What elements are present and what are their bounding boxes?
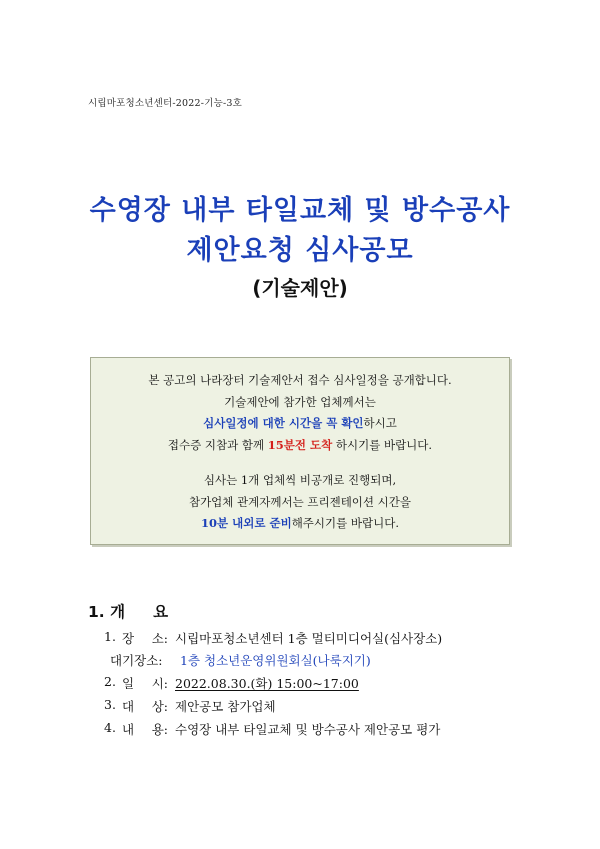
notice-highlight-check: 심사일정에 대한 시간을 꼭 확인	[203, 416, 364, 430]
notice-line-6: 참가업체 관계자께서는 프리젠테이션 시간을	[188, 494, 412, 509]
subtitle: (기술제안)	[252, 276, 348, 300]
notice-line-7: 10분 내외로 준비해주시기를 바랍니다.	[201, 516, 399, 530]
notice-line-4: 접수증 지참과 함께 15분전 도착 하시기를 바랍니다.	[167, 437, 433, 452]
notice-line-1: 본 공고의 나라장터 기술제안서 접수 심사일정을 공개합니다.	[148, 373, 452, 387]
title-line-2: 제안요청 심사공모	[186, 235, 414, 266]
title-line-1: 수영장 내부 타일교체 및 방수공사	[89, 195, 511, 226]
notice-highlight-prep: 10분 내외로 준비	[201, 516, 292, 530]
notice-highlight-arrival: 15분전 도착	[267, 437, 333, 452]
notice-line-2: 기술제안에 참가한 업체께서는	[224, 394, 376, 409]
document-id: 시립마포청소년센터-2022-기능-3호	[88, 98, 242, 109]
notice-line-3: 심사일정에 대한 시간을 꼭 확인하시고	[203, 416, 397, 430]
notice-box	[90, 357, 510, 545]
section-heading-overview: 1. 개 요	[88, 603, 169, 621]
notice-line-5: 심사는 1개 업체씩 비공개로 진행되며,	[203, 473, 397, 487]
